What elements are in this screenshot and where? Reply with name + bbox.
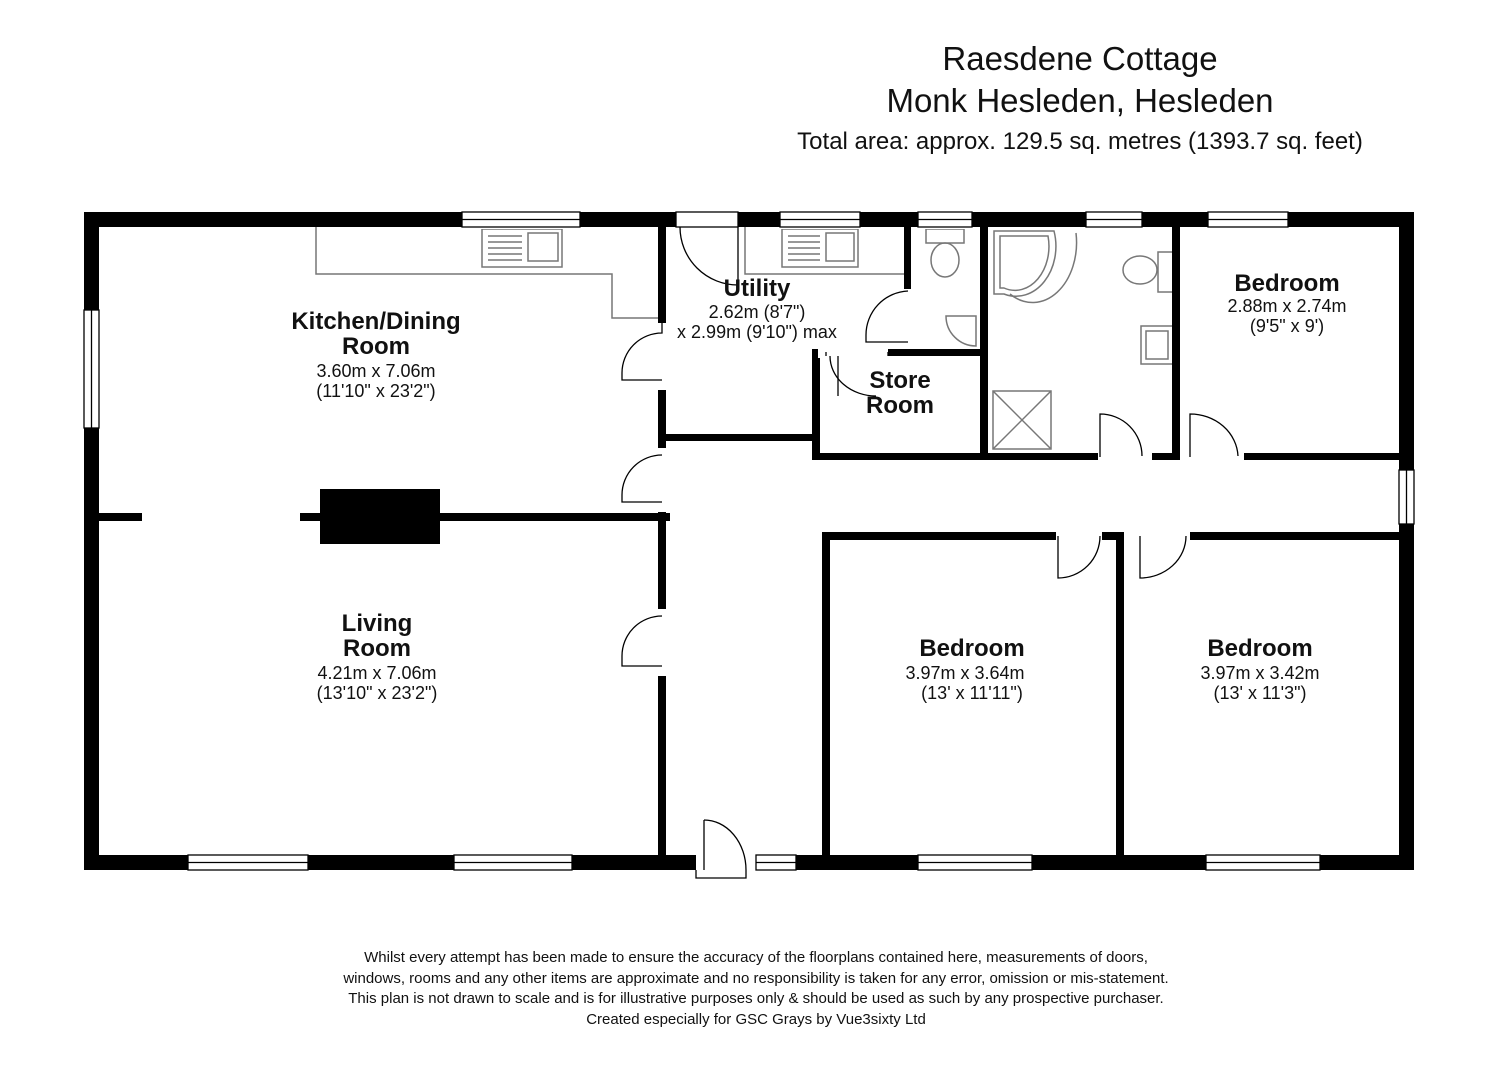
store-name-2: Room bbox=[866, 392, 934, 419]
door-bedroom-ne bbox=[1190, 414, 1238, 457]
bathroom-cistern bbox=[1158, 252, 1174, 292]
utility-dim-2: x 2.99m (9'10") max bbox=[677, 322, 837, 342]
bedroom-ne-imperial: (9'5" x 9') bbox=[1249, 316, 1325, 336]
room-living bbox=[317, 610, 438, 703]
disclaimer-line-3: This plan is not drawn to scale and is for illustrative purposes only & should be used as such by any prospective purchaser. bbox=[348, 990, 1164, 1007]
disclaimer bbox=[146, 948, 1366, 1030]
living-imperial: (13'10" x 23'2") bbox=[316, 683, 438, 703]
bedroom-ne-name: Bedroom bbox=[1234, 270, 1340, 297]
bedroom-s2-metric: 3.97m x 3.42m bbox=[1200, 663, 1320, 683]
living-name-2: Room bbox=[343, 635, 411, 662]
living-name-1: Living bbox=[341, 610, 413, 637]
room-bedroom-s2 bbox=[1200, 635, 1319, 703]
bedroom-s2-imperial: (13' x 11'3") bbox=[1213, 683, 1307, 703]
living-metric: 4.21m x 7.06m bbox=[317, 663, 437, 683]
property-location: Monk Hesleden, Hesleden bbox=[886, 82, 1274, 119]
total-area: Total area: approx. 129.5 sq. metres (1393.7 sq. feet) bbox=[797, 128, 1363, 155]
utility-dim-1: 2.62m (8'7") bbox=[708, 302, 806, 322]
kitchen-metric: 3.60m x 7.06m bbox=[316, 361, 436, 381]
wc-toilet bbox=[931, 243, 959, 277]
bedroom-s1-metric: 3.97m x 3.64m bbox=[905, 663, 1025, 683]
disclaimer-line-4: Created especially for GSC Grays by Vue3sixty Ltd bbox=[586, 1010, 926, 1028]
room-kitchen-dining bbox=[291, 308, 460, 401]
room-store bbox=[866, 367, 934, 419]
property-name: Raesdene Cottage bbox=[942, 40, 1218, 77]
door-bathroom bbox=[1100, 414, 1142, 457]
room-bedroom-s1 bbox=[905, 635, 1024, 703]
bathroom-toilet bbox=[1123, 256, 1157, 284]
bedroom-ne-metric: 2.88m x 2.74m bbox=[1227, 296, 1347, 316]
door-bedroom-s2 bbox=[1140, 536, 1186, 578]
door-wc bbox=[866, 291, 908, 342]
store-name-1: Store bbox=[869, 367, 931, 394]
bedroom-s2-name: Bedroom bbox=[1207, 635, 1313, 662]
wc-basin bbox=[946, 316, 976, 346]
kitchen-name-1: Kitchen/Dining bbox=[291, 308, 461, 335]
wc-cistern bbox=[926, 229, 964, 243]
chimney-breast bbox=[320, 489, 440, 544]
kitchen-counter bbox=[316, 227, 660, 318]
door-bedroom-s1 bbox=[1058, 536, 1100, 578]
utility-name: Utility bbox=[723, 275, 791, 302]
disclaimer-line-2: windows, rooms and any other items are approximate and no responsibility is taken for any error, omission or mis-statement. bbox=[343, 969, 1169, 987]
room-utility bbox=[677, 275, 837, 342]
kitchen-name-2: Room bbox=[342, 333, 410, 360]
room-bedroom-ne bbox=[1227, 270, 1346, 336]
bedroom-s1-name: Bedroom bbox=[919, 635, 1025, 662]
bedroom-s1-imperial: (13' x 11'11") bbox=[921, 683, 1023, 703]
disclaimer-line-1: Whilst every attempt has been made to ensure the accuracy of the floorplans contained here, measurements of doors, bbox=[364, 949, 1148, 966]
kitchen-imperial: (11'10" x 23'2") bbox=[316, 381, 436, 401]
